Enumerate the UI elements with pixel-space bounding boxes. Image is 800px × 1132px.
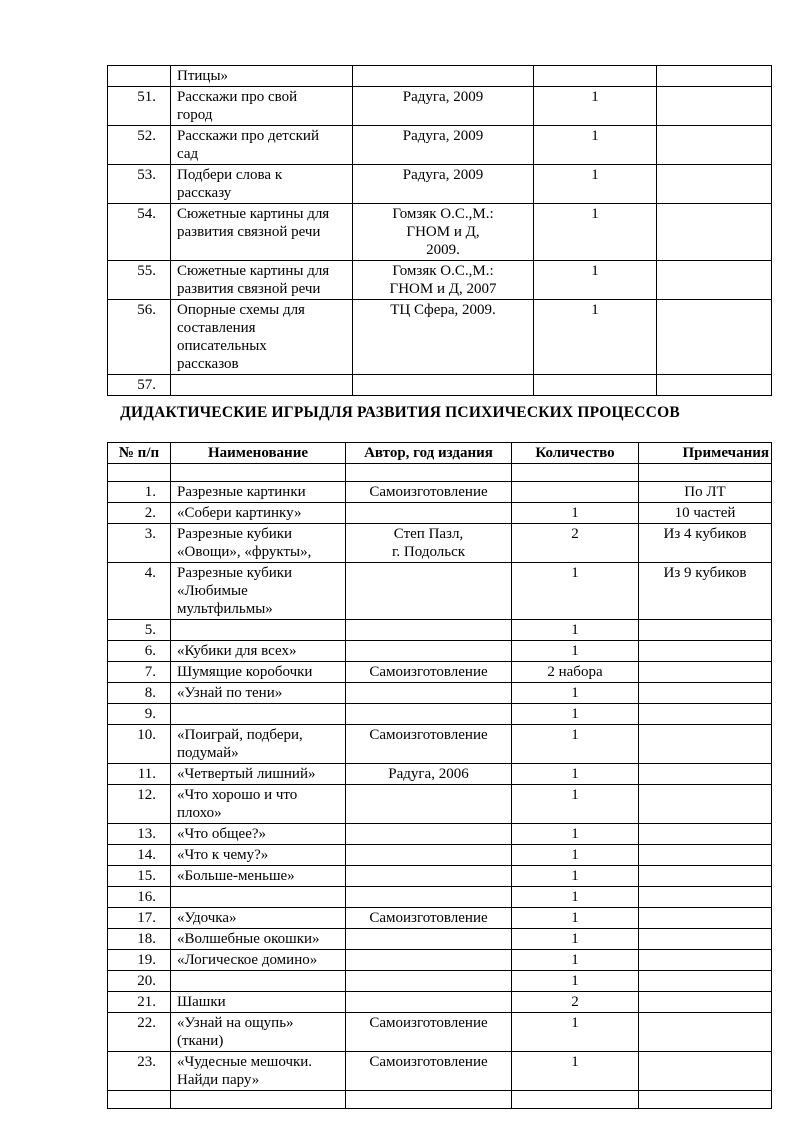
cell-notes <box>639 992 772 1013</box>
cell-name: «Что общее?» <box>171 824 346 845</box>
cell-author <box>346 1091 512 1109</box>
table-row <box>108 503 772 524</box>
table-row <box>108 126 772 165</box>
cell-name <box>171 375 353 396</box>
cell-name: Расскажи про детский сад <box>171 126 353 165</box>
table-row <box>108 929 772 950</box>
cell-notes: Из 4 кубиков <box>639 524 772 563</box>
cell-notes: Из 9 кубиков <box>639 563 772 620</box>
cell-author <box>346 929 512 950</box>
cell-quantity: 1 <box>512 908 639 929</box>
cell-quantity <box>512 464 639 482</box>
games-table-continued-body <box>108 66 772 396</box>
cell-quantity: 1 <box>512 620 639 641</box>
cell-quantity: 1 <box>512 1013 639 1052</box>
cell-author <box>346 503 512 524</box>
table-row <box>108 785 772 824</box>
cell-author <box>346 620 512 641</box>
cell-author: Гомзяк О.С.,М.: ГНОМ и Д, 2007 <box>353 261 534 300</box>
cell-name <box>171 464 346 482</box>
cell-number: 13. <box>108 824 171 845</box>
table-row <box>108 1091 772 1109</box>
cell-name: Сюжетные картины для развития связной речи <box>171 204 353 261</box>
cell-name: Сюжетные картины для развития связной речи <box>171 261 353 300</box>
table-row <box>108 662 772 683</box>
cell-quantity: 1 <box>534 261 657 300</box>
cell-quantity: 1 <box>512 824 639 845</box>
header-name: Наименование <box>171 443 346 464</box>
cell-name: «Кубики для всех» <box>171 641 346 662</box>
cell-quantity: 1 <box>512 764 639 785</box>
cell-quantity: 1 <box>512 683 639 704</box>
table-row <box>108 1013 772 1052</box>
cell-notes <box>639 764 772 785</box>
cell-name: «Что к чему?» <box>171 845 346 866</box>
table-row <box>108 563 772 620</box>
cell-notes <box>657 66 772 87</box>
cell-name <box>171 620 346 641</box>
cell-quantity: 1 <box>512 971 639 992</box>
cell-author: Радуга, 2009 <box>353 126 534 165</box>
cell-name: «Удочка» <box>171 908 346 929</box>
cell-author <box>346 824 512 845</box>
table-row <box>108 683 772 704</box>
cell-author <box>346 971 512 992</box>
cell-notes <box>639 683 772 704</box>
header-author: Автор, год издания <box>346 443 512 464</box>
table-row <box>108 261 772 300</box>
table-row <box>108 764 772 785</box>
cell-notes <box>639 725 772 764</box>
cell-name: Разрезные кубики «Любимые мультфильмы» <box>171 563 346 620</box>
cell-notes <box>639 824 772 845</box>
cell-notes <box>657 87 772 126</box>
cell-name: Подбери слова к рассказу <box>171 165 353 204</box>
table-row <box>108 887 772 908</box>
cell-number: 53. <box>108 165 171 204</box>
cell-number: 3. <box>108 524 171 563</box>
table-row <box>108 66 772 87</box>
header-quantity: Количество <box>512 443 639 464</box>
cell-number: 57. <box>108 375 171 396</box>
cell-quantity: 1 <box>512 503 639 524</box>
cell-author <box>353 375 534 396</box>
cell-quantity: 1 <box>512 950 639 971</box>
cell-quantity: 1 <box>512 887 639 908</box>
cell-notes: 10 частей <box>639 503 772 524</box>
cell-name: Птицы» <box>171 66 353 87</box>
cell-number: 20. <box>108 971 171 992</box>
cell-quantity: 1 <box>534 165 657 204</box>
cell-number: 7. <box>108 662 171 683</box>
table-row <box>108 300 772 375</box>
cell-number: 21. <box>108 992 171 1013</box>
cell-name: «Волшебные окошки» <box>171 929 346 950</box>
table-row <box>108 704 772 725</box>
cell-name: «Что хорошо и что плохо» <box>171 785 346 824</box>
cell-number: 1. <box>108 482 171 503</box>
cell-author: Радуга, 2009 <box>353 165 534 204</box>
cell-notes <box>657 300 772 375</box>
cell-notes <box>639 641 772 662</box>
cell-notes <box>639 866 772 887</box>
cell-quantity: 1 <box>512 929 639 950</box>
table-row <box>108 524 772 563</box>
cell-quantity <box>512 1091 639 1109</box>
cell-number <box>108 464 171 482</box>
cell-number <box>108 1091 171 1109</box>
cell-number: 55. <box>108 261 171 300</box>
cell-author: Самоизготовление <box>346 482 512 503</box>
header-notes: Примечания <box>639 443 772 464</box>
cell-number: 19. <box>108 950 171 971</box>
cell-notes <box>639 662 772 683</box>
cell-quantity: 2 набора <box>512 662 639 683</box>
cell-number: 5. <box>108 620 171 641</box>
table-row <box>108 1052 772 1091</box>
cell-name <box>171 1091 346 1109</box>
cell-notes <box>639 1091 772 1109</box>
cell-number: 52. <box>108 126 171 165</box>
cell-number: 8. <box>108 683 171 704</box>
cell-notes <box>639 929 772 950</box>
cell-author <box>346 641 512 662</box>
table-row <box>108 204 772 261</box>
games-table-continued <box>107 65 772 396</box>
cell-notes <box>639 1013 772 1052</box>
cell-name: «Четвертый лишний» <box>171 764 346 785</box>
cell-quantity <box>534 375 657 396</box>
cell-author <box>346 887 512 908</box>
cell-author <box>346 992 512 1013</box>
cell-quantity: 1 <box>512 641 639 662</box>
cell-author <box>346 785 512 824</box>
cell-author <box>346 866 512 887</box>
table-row <box>108 641 772 662</box>
cell-number: 11. <box>108 764 171 785</box>
cell-quantity: 1 <box>512 725 639 764</box>
cell-number: 17. <box>108 908 171 929</box>
table-row <box>108 950 772 971</box>
table-row <box>108 165 772 204</box>
cell-name <box>171 971 346 992</box>
cell-name: Расскажи про свой город <box>171 87 353 126</box>
cell-notes <box>657 165 772 204</box>
cell-notes <box>657 126 772 165</box>
cell-quantity: 1 <box>512 845 639 866</box>
cell-quantity: 1 <box>512 704 639 725</box>
cell-number: 22. <box>108 1013 171 1052</box>
cell-notes <box>657 204 772 261</box>
table-row <box>108 725 772 764</box>
cell-name: Разрезные кубики «Овощи», «фрукты», <box>171 524 346 563</box>
cell-author: Радуга, 2006 <box>346 764 512 785</box>
cell-number: 14. <box>108 845 171 866</box>
cell-notes <box>657 261 772 300</box>
table-row <box>108 375 772 396</box>
cell-number: 6. <box>108 641 171 662</box>
cell-notes <box>639 845 772 866</box>
cell-author: Самоизготовление <box>346 1013 512 1052</box>
cell-number: 2. <box>108 503 171 524</box>
cell-quantity: 1 <box>512 785 639 824</box>
cell-name <box>171 704 346 725</box>
cell-number: 54. <box>108 204 171 261</box>
cell-author <box>353 66 534 87</box>
header-number: № п/п <box>108 443 171 464</box>
table-row <box>108 866 772 887</box>
cell-quantity: 1 <box>534 87 657 126</box>
cell-author: ТЦ Сфера, 2009. <box>353 300 534 375</box>
cell-author <box>346 464 512 482</box>
cell-quantity: 1 <box>534 204 657 261</box>
cell-name: «Узнай по тени» <box>171 683 346 704</box>
cell-quantity: 1 <box>512 866 639 887</box>
cell-author <box>346 845 512 866</box>
cell-author: Самоизготовление <box>346 1052 512 1091</box>
cell-name: «Собери картинку» <box>171 503 346 524</box>
cell-name: «Поиграй, подбери, подумай» <box>171 725 346 764</box>
cell-quantity: 2 <box>512 524 639 563</box>
cell-number <box>108 66 171 87</box>
table-header-row <box>108 443 772 464</box>
cell-author <box>346 683 512 704</box>
cell-author <box>346 704 512 725</box>
cell-name: Опорные схемы для составления описательных рассказов <box>171 300 353 375</box>
cell-number: 9. <box>108 704 171 725</box>
cell-author <box>346 950 512 971</box>
cell-author: Самоизготовление <box>346 908 512 929</box>
cell-author: Степ Пазл, г. Подольск <box>346 524 512 563</box>
cell-quantity: 1 <box>512 1052 639 1091</box>
cell-name: «Больше-меньше» <box>171 866 346 887</box>
cell-author: Гомзяк О.С.,М.: ГНОМ и Д, 2009. <box>353 204 534 261</box>
table-row <box>108 992 772 1013</box>
cell-notes <box>639 704 772 725</box>
table-row <box>108 824 772 845</box>
cell-name: Разрезные картинки <box>171 482 346 503</box>
cell-quantity <box>512 482 639 503</box>
cell-notes <box>639 1052 772 1091</box>
cell-number: 56. <box>108 300 171 375</box>
cell-quantity: 1 <box>512 563 639 620</box>
cell-number: 15. <box>108 866 171 887</box>
cell-number: 12. <box>108 785 171 824</box>
cell-name: Шумящие коробочки <box>171 662 346 683</box>
section-title: ДИДАКТИЧЕСКИЕ ИГРЫДЛЯ РАЗВИТИЯ ПСИХИЧЕСКИХ ПРОЦЕССОВ <box>120 404 680 421</box>
cell-notes <box>639 971 772 992</box>
table-row <box>108 464 772 482</box>
cell-name <box>171 887 346 908</box>
cell-number: 10. <box>108 725 171 764</box>
cell-quantity: 1 <box>534 126 657 165</box>
cell-notes <box>639 950 772 971</box>
cell-name: «Логическое домино» <box>171 950 346 971</box>
cell-notes <box>639 620 772 641</box>
table-row <box>108 908 772 929</box>
cell-notes <box>657 375 772 396</box>
cell-name: «Чудесные мешочки. Найди пару» <box>171 1052 346 1091</box>
cell-notes: По ЛТ <box>639 482 772 503</box>
table-row <box>108 620 772 641</box>
table-row <box>108 971 772 992</box>
didactic-games-table-body <box>108 464 772 1109</box>
cell-notes <box>639 887 772 908</box>
cell-number: 51. <box>108 87 171 126</box>
table-row <box>108 482 772 503</box>
cell-author: Самоизготовление <box>346 725 512 764</box>
table-row <box>108 87 772 126</box>
cell-notes <box>639 908 772 929</box>
cell-number: 4. <box>108 563 171 620</box>
cell-quantity: 1 <box>534 300 657 375</box>
cell-author <box>346 563 512 620</box>
cell-name: «Узнай на ощупь» (ткани) <box>171 1013 346 1052</box>
cell-quantity: 2 <box>512 992 639 1013</box>
table-row <box>108 845 772 866</box>
cell-number: 18. <box>108 929 171 950</box>
cell-quantity <box>534 66 657 87</box>
cell-author: Радуга, 2009 <box>353 87 534 126</box>
cell-notes <box>639 464 772 482</box>
cell-notes <box>639 785 772 824</box>
cell-number: 16. <box>108 887 171 908</box>
cell-author: Самоизготовление <box>346 662 512 683</box>
cell-number: 23. <box>108 1052 171 1091</box>
didactic-games-table <box>107 442 772 1109</box>
cell-name: Шашки <box>171 992 346 1013</box>
